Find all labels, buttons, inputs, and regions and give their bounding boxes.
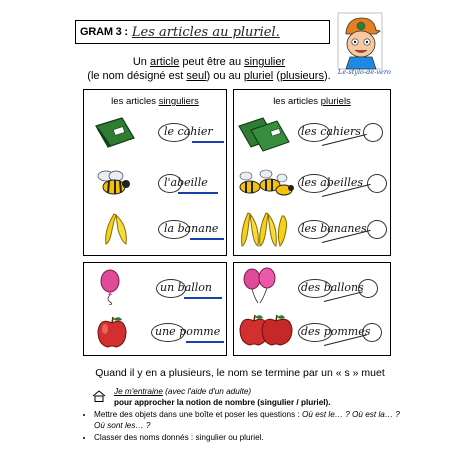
singular-indefinite-box <box>83 262 227 356</box>
article-text: une <box>155 325 176 338</box>
plural-articles-box <box>233 89 391 256</box>
intro-keyword: singulier <box>244 56 286 68</box>
list-item-questions: Où est le… ? Où est la… ? Où sont les… ? <box>94 410 400 430</box>
noun-text: abeilles <box>320 176 364 189</box>
word-les-cahiers <box>301 125 361 138</box>
article-text: des <box>301 281 321 294</box>
heading-keyword: singuliers <box>158 96 199 107</box>
noun-underline <box>190 238 224 240</box>
notebook-icon <box>92 116 138 150</box>
noun-underline <box>178 192 218 194</box>
intro-text-part: ) ou au <box>206 70 244 82</box>
worksheet-title-box <box>75 20 330 44</box>
intro-keyword: article <box>149 56 180 68</box>
noun-text: ballons <box>323 281 364 294</box>
plural-heading <box>234 96 390 107</box>
mascot-boy-icon <box>336 12 384 70</box>
bananas-icon <box>236 210 294 250</box>
word-l-abeille <box>164 176 208 189</box>
intro-keyword: pluriel <box>243 70 274 82</box>
practice-heading: Je m'entraine <box>114 387 163 396</box>
noun-underline <box>192 141 224 143</box>
signature: Le-stylo-de-vero <box>338 68 391 76</box>
noun-text: pommes <box>323 325 371 338</box>
intro-text-part: (le nom désigné est <box>87 70 187 82</box>
list-item-text: Mettre des objets dans une boîte et poser les questions : <box>94 410 302 419</box>
noun-text: pomme <box>179 325 221 338</box>
noun-text: cahiers <box>320 125 361 138</box>
intro-text-part: peut être au <box>179 56 245 68</box>
banana-icon <box>96 212 132 248</box>
word-la-banane <box>164 222 218 235</box>
intro-keyword: seul <box>186 70 207 82</box>
noun-text: cahier <box>177 125 213 138</box>
noun-text: banane <box>177 222 219 235</box>
plural-s-circle <box>358 279 378 298</box>
article-text: un <box>160 281 175 294</box>
intro-text-part: ( <box>273 70 280 82</box>
article-text: l' <box>164 176 171 189</box>
noun-text: ballon <box>177 281 213 294</box>
bees-icon <box>236 166 294 202</box>
singular-articles-box <box>83 89 227 256</box>
practice-list <box>80 410 400 444</box>
list-item: • Classer des noms donnés : singulier ou pluriel. <box>94 433 400 444</box>
balloons-icon <box>240 267 280 305</box>
list-item <box>94 410 400 431</box>
intro-text-part: Un <box>132 56 150 68</box>
intro-text <box>80 55 338 83</box>
apples-icon <box>238 313 296 349</box>
intro-keyword: plusieurs <box>279 70 324 82</box>
plural-indefinite-box <box>233 262 391 356</box>
word-une-pomme <box>155 325 220 338</box>
word-des-ballons <box>301 281 364 294</box>
singular-heading <box>84 96 226 107</box>
lesson-code: GRAM 3 : <box>80 26 128 38</box>
article-text: les <box>301 125 317 138</box>
practice-goal: pour approcher la notion de nombre (singulier / pluriel). <box>114 397 331 407</box>
word-un-ballon <box>160 281 212 294</box>
article-text: les <box>301 222 317 235</box>
bee-icon <box>94 168 134 200</box>
heading-text: les articles <box>111 96 159 107</box>
noun-underline <box>184 297 222 299</box>
balloon-icon <box>96 269 124 305</box>
heading-keyword: pluriels <box>320 96 351 107</box>
practice-note: (avec l'aide d'un adulte) <box>162 387 252 396</box>
article-text: des <box>301 325 321 338</box>
lesson-title: Les articles au pluriel. <box>131 24 280 40</box>
intro-text-part: ). <box>323 70 331 82</box>
plural-s-circle <box>363 123 383 142</box>
apple-icon <box>94 315 130 349</box>
notebooks-icon <box>237 114 293 154</box>
practice-section <box>80 387 400 446</box>
article-text: les <box>301 176 317 189</box>
noun-text: abeille <box>170 176 208 189</box>
plural-s-circle <box>362 323 382 342</box>
article-text: la <box>164 222 175 235</box>
noun-underline <box>186 341 224 343</box>
word-le-cahier <box>164 125 213 138</box>
article-text: le <box>164 125 175 138</box>
noun-text: bananes <box>320 222 367 235</box>
grammar-rule: Quand il y en a plusieurs, le nom se termine par un « s » muet <box>95 367 385 379</box>
heading-text: les articles <box>273 96 321 107</box>
